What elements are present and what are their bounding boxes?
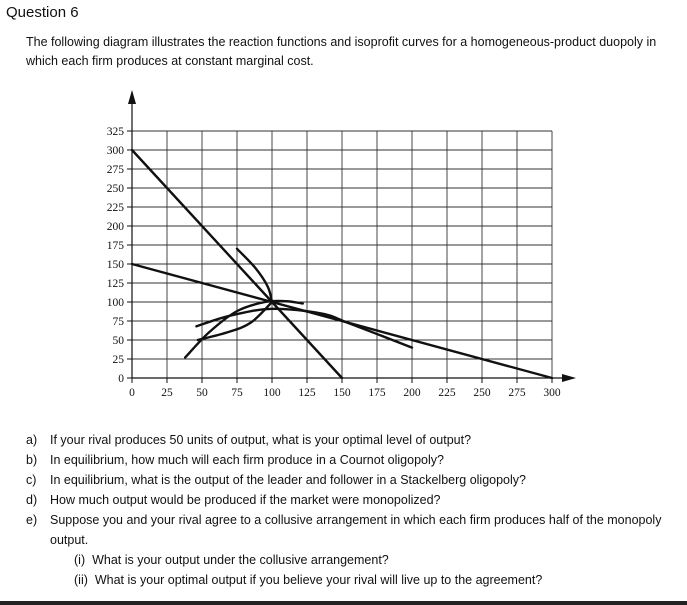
y-tick-label: 225 — [106, 202, 124, 214]
x-axis-arrow — [562, 374, 576, 382]
question-marker: c) — [26, 473, 37, 487]
x-tick-label: 50 — [196, 387, 208, 399]
question-marker: d) — [26, 493, 38, 507]
x-tick-label: 300 — [543, 387, 561, 399]
subquestion-text: What is your optimal output if you believe your rival will live up to the agreement? — [94, 573, 543, 587]
subquestion-item-i — [50, 550, 666, 570]
reaction-function-chart — [80, 82, 590, 402]
y-tick-label: 325 — [106, 126, 124, 138]
question-item-c — [26, 470, 666, 490]
x-tick-label: 250 — [473, 387, 491, 399]
subquestion-text: What is your output under the collusive arrangement? — [92, 553, 389, 567]
x-tick-label: 150 — [333, 387, 351, 399]
question-item-d — [26, 490, 666, 510]
y-tick-label: 25 — [112, 354, 124, 366]
question-text: How much output would be produced if the market were monopolized? — [50, 493, 441, 507]
x-tick-label: 175 — [368, 387, 386, 399]
y-tick-label: 200 — [106, 221, 124, 233]
x-tick-label: 125 — [298, 387, 316, 399]
question-item-a — [26, 430, 666, 450]
question-text: If your rival produces 50 units of output, what is your optimal level of output? — [50, 433, 472, 447]
question-title: Question 6 — [6, 4, 79, 21]
x-tick-label: 275 — [508, 387, 526, 399]
isoprofit-curve — [196, 309, 412, 348]
y-tick-label: 75 — [112, 316, 124, 328]
question-text: Suppose you and your rival agree to a collusive arrangement in which each firm produces half of the monopoly output. — [50, 513, 662, 547]
y-tick-label: 100 — [106, 297, 124, 309]
y-tick-label: 250 — [106, 183, 124, 195]
y-tick-label: 0 — [118, 373, 124, 385]
question-item-b — [26, 450, 666, 470]
x-tick-label: 75 — [231, 387, 243, 399]
y-tick-label: 300 — [106, 145, 124, 157]
question-intro: The following diagram illustrates the reaction functions and isoprofit curves for a homogeneous-product duopoly in which each firm produces at constant marginal cost. — [26, 35, 657, 68]
y-axis-arrow — [128, 90, 136, 104]
y-tick-label: 150 — [106, 259, 124, 271]
bottom-border — [0, 601, 687, 605]
y-tick-label: 175 — [106, 240, 124, 252]
tick-labels — [107, 126, 561, 399]
question-marker: b) — [26, 453, 38, 467]
question-text: In equilibrium, how much will each firm produce in a Cournot oligopoly? — [50, 453, 444, 467]
question-marker: e) — [26, 513, 38, 527]
subquestion-marker: (ii) — [74, 573, 88, 587]
subquestion-list — [50, 550, 666, 590]
question-item-e — [26, 510, 666, 590]
y-tick-label: 125 — [106, 278, 124, 290]
x-tick-label: 25 — [161, 387, 173, 399]
x-tick-label: 0 — [129, 387, 135, 399]
question-marker: a) — [26, 433, 38, 447]
x-tick-label: 100 — [263, 387, 281, 399]
question-text: In equilibrium, what is the output of the leader and follower in a Stackelberg oligopoly? — [50, 473, 526, 487]
y-tick-label: 275 — [106, 164, 124, 176]
grid-lines — [132, 131, 552, 378]
y-tick-label: 50 — [112, 335, 124, 347]
axes — [127, 90, 576, 383]
question-list — [26, 430, 666, 590]
subquestion-marker: (i) — [74, 553, 86, 567]
x-tick-label: 200 — [403, 387, 421, 399]
x-tick-label: 225 — [438, 387, 456, 399]
subquestion-item-ii — [50, 570, 666, 590]
